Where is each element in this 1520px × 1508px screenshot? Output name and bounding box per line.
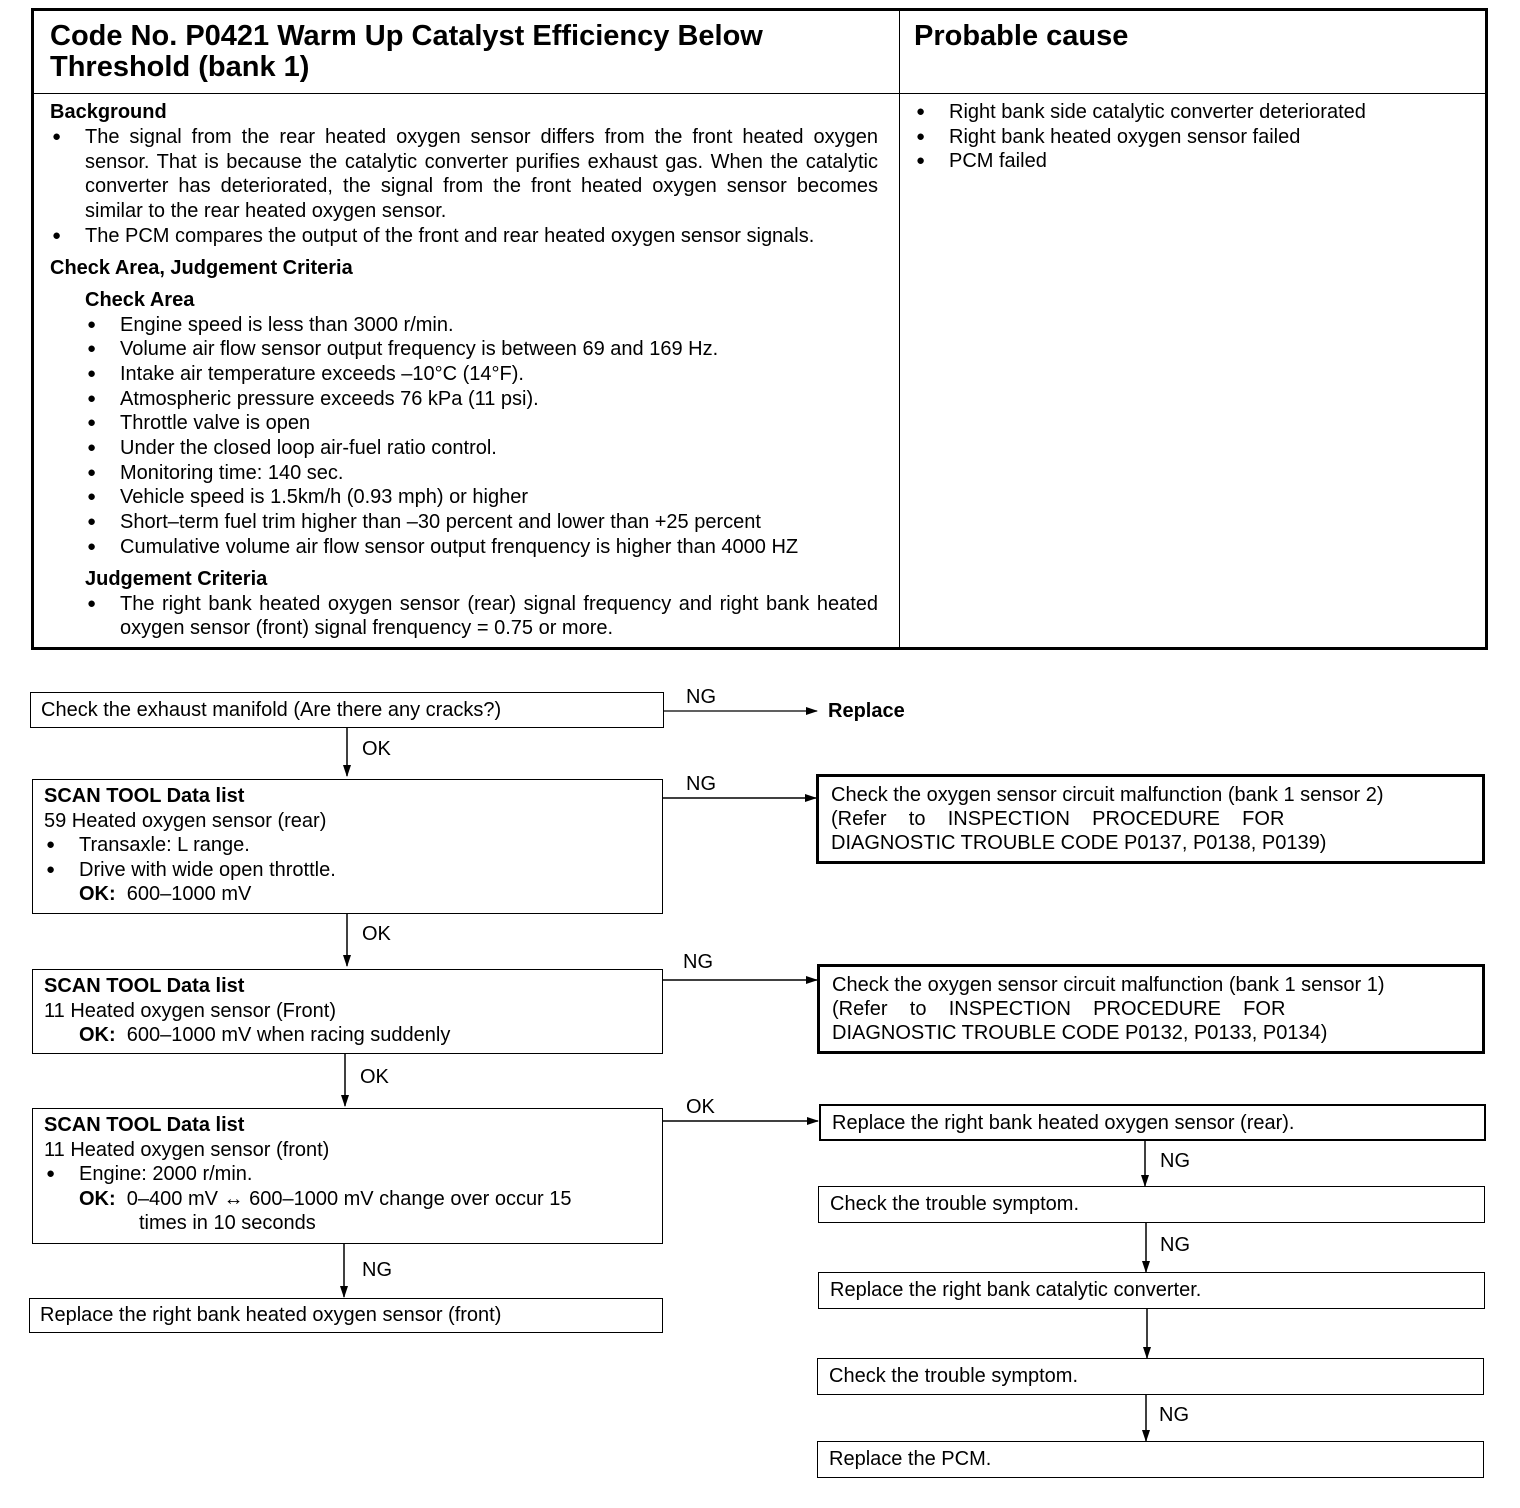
- step4-ok-criteria: [44, 1187, 652, 1236]
- judgement-criteria-heading: Judgement Criteria: [85, 567, 268, 590]
- ng-label: NG: [1160, 1150, 1190, 1172]
- ok-criteria-value: 600–1000 mV when racing suddenly: [126, 1024, 451, 1046]
- chain-replace-catalytic-converter: [818, 1272, 1485, 1309]
- result-line: (Refer to INSPECTION PROCEDURE FOR: [832, 998, 1286, 1020]
- check-area-item: ● Vehicle speed is 1.5km/h (0.93 mph) or higher: [85, 485, 878, 510]
- ok-label: OK: [362, 923, 391, 945]
- code-title-line1: Code No. P0421 Warm Up Catalyst Efficiency Below: [50, 20, 763, 52]
- chain-check-trouble-symptom: [818, 1186, 1485, 1223]
- probable-cause-title: Probable cause: [914, 20, 1129, 52]
- background-item: ● The signal from the rear heated oxygen sensor differs from the front heated oxygen sensor. That is because the catalytic converter purifies exhaust gas. When the catalytic converter has deteriorated, the signal from the front heated oxygen sensor becomes similar to the rear heated oxygen sensor.: [50, 125, 878, 224]
- check-area-item: ● Volume air flow sensor output frequency is between 69 and 169 Hz.: [85, 337, 878, 362]
- step4-line1: 11 Heated oxygen sensor (front): [44, 1138, 330, 1161]
- step2-bullet: ● Transaxle: L range.: [44, 833, 652, 858]
- ng-label: NG: [1159, 1404, 1189, 1426]
- chain-replace-pcm: [817, 1441, 1484, 1478]
- ng-label: NG: [1160, 1234, 1190, 1256]
- result-line: DIAGNOSTIC TROUBLE CODE P0137, P0138, P0139): [831, 832, 1327, 854]
- check-area-item: ● Short–term fuel trim higher than –30 percent and lower than +25 percent: [85, 510, 878, 535]
- check-judgement-heading: Check Area, Judgement Criteria: [50, 256, 353, 279]
- check-area-item: ● Monitoring time: 140 sec.: [85, 461, 878, 486]
- check-area-heading: Check Area: [85, 288, 195, 311]
- check-area-item: ● Under the closed loop air-fuel ratio control.: [85, 436, 878, 461]
- result-check-sensor-circuit-bank1-sensor2: [816, 774, 1485, 864]
- code-title-line2: Threshold (bank 1): [50, 51, 310, 83]
- chain-check-trouble-symptom: [817, 1358, 1484, 1395]
- step1-text: Check the exhaust manifold (Are there any cracks?): [41, 699, 502, 721]
- ng-label: NG: [686, 686, 716, 708]
- step2-ok-criteria: [44, 882, 652, 907]
- ok-label: OK: [686, 1096, 715, 1118]
- chain-text: Check the trouble symptom.: [830, 1193, 1079, 1215]
- probable-cause-item: ● PCM failed: [914, 149, 1464, 174]
- check-area-item: ● Intake air temperature exceeds –10°C (14°F).: [85, 362, 878, 387]
- ok-criteria-label: OK:: [79, 1187, 116, 1210]
- chain-text: Replace the right bank heated oxygen sensor (rear).: [832, 1112, 1295, 1134]
- step4-bullet: ● Engine: 2000 r/min.: [44, 1162, 652, 1187]
- ok-criteria-label: OK:: [79, 883, 116, 905]
- ng-label: NG: [686, 773, 716, 795]
- result-line: (Refer to INSPECTION PROCEDURE FOR: [831, 808, 1285, 830]
- chain-text: Replace the PCM.: [829, 1448, 992, 1470]
- step2-line1: 59 Heated oxygen sensor (rear): [44, 809, 327, 832]
- replace-result: Replace: [828, 700, 905, 722]
- background-heading: Background: [50, 101, 167, 123]
- ng-label: NG: [683, 951, 713, 973]
- result-line: DIAGNOSTIC TROUBLE CODE P0132, P0133, P0134): [832, 1022, 1328, 1044]
- chain-text: Check the trouble symptom.: [829, 1365, 1078, 1387]
- result-replace-front-sensor: [29, 1298, 663, 1333]
- step-scan-tool-rear-sensor: [32, 779, 663, 914]
- step3-line1: 11 Heated oxygen sensor (Front): [44, 999, 337, 1022]
- step-scan-tool-front-sensor-racing: [32, 969, 663, 1054]
- judgement-criteria-item: ● The right bank heated oxygen sensor (rear) signal frequency and right bank heated oxygen sensor (front) signal frenquency = 0.75 or more.: [85, 592, 878, 641]
- ng-label: NG: [362, 1259, 392, 1281]
- chain-text: Replace the right bank catalytic converter.: [830, 1279, 1202, 1301]
- result-line: Check the oxygen sensor circuit malfunction (bank 1 sensor 1): [832, 974, 1385, 996]
- check-area-item: ● Throttle valve is open: [85, 411, 878, 436]
- step3-title: SCAN TOOL Data list: [44, 975, 245, 997]
- result-check-sensor-circuit-bank1-sensor1: [817, 964, 1485, 1054]
- step-scan-tool-front-sensor-2000rpm: [32, 1108, 663, 1244]
- chain-replace-rear-sensor: [819, 1104, 1486, 1141]
- probable-cause-item: ● Right bank heated oxygen sensor failed: [914, 125, 1464, 150]
- ok-label: OK: [360, 1066, 389, 1088]
- probable-cause-item: ● Right bank side catalytic converter deteriorated: [914, 100, 1464, 125]
- check-area-item: ● Engine speed is less than 3000 r/min.: [85, 313, 878, 338]
- step2-title: SCAN TOOL Data list: [44, 785, 245, 807]
- ok-criteria-value-cont: times in 10 seconds: [139, 1212, 316, 1234]
- step3-ok-criteria: [44, 1023, 652, 1048]
- result-text: Replace the right bank heated oxygen sensor (front): [40, 1304, 502, 1326]
- step-check-exhaust-manifold: [30, 692, 664, 728]
- background-item: ● The PCM compares the output of the front and rear heated oxygen sensor signals.: [50, 224, 878, 249]
- ok-label: OK: [362, 738, 391, 760]
- ok-criteria-value: 0–400 mV ↔ 600–1000 mV change over occur 15: [126, 1187, 572, 1210]
- result-line: Check the oxygen sensor circuit malfunction (bank 1 sensor 2): [831, 784, 1384, 806]
- check-area-item: ● Cumulative volume air flow sensor output frenquency is higher than 4000 HZ: [85, 535, 878, 560]
- check-area-item: ● Atmospheric pressure exceeds 76 kPa (11 psi).: [85, 387, 878, 412]
- step4-title: SCAN TOOL Data list: [44, 1114, 245, 1136]
- ok-criteria-label: OK:: [79, 1024, 116, 1046]
- step2-bullet: ● Drive with wide open throttle.: [44, 858, 652, 883]
- ok-criteria-value: 600–1000 mV: [126, 883, 252, 905]
